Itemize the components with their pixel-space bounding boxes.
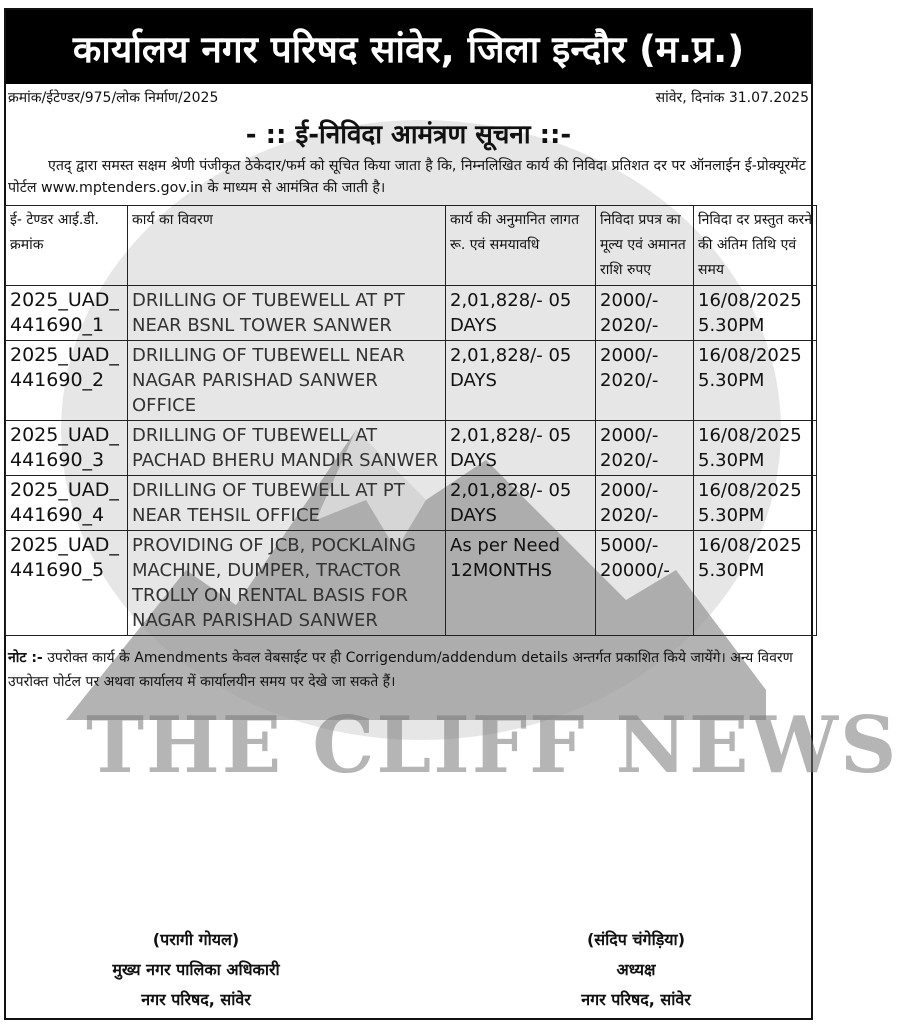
deadline: 16/08/2025 5.30PM [694, 286, 817, 341]
tender-table [5, 205, 817, 636]
estimated-cost: 2,01,828/- 05 DAYS [446, 286, 596, 341]
form-fee: 2000/- 2020/- [596, 286, 694, 341]
note-paragraph [6, 636, 811, 694]
work-description: DRILLING OF TUBEWELL AT PT NEAR BSNL TOWER SANWER [128, 286, 446, 341]
estimated-cost: 2,01,828/- 05 DAYS [446, 421, 596, 476]
place-date: सांवेर, दिनांक 31.07.2025 [655, 90, 809, 106]
tender-id: 2025_UAD_ 441690_3 [6, 421, 128, 476]
header-work-description: कार्य का विवरण [128, 206, 446, 286]
note-text: उपरोक्त कार्य के Amendments केवल वेबसाईट पर ही Corrigendum/addendum details अन्तर्गत प्रकाशित किये जायेंगे। अन्य विवरण उपरोक्त पोर्टल पर अथवा कार्यालय में कार्यालयीन समय पर देखे जा सकते हैं। [8, 650, 793, 690]
form-fee: 2000/- 2020/- [596, 341, 694, 421]
watermark-text: THE CLIFF NEWS [86, 700, 898, 791]
work-description: DRILLING OF TUBEWELL NEAR NAGAR PARISHAD SANWER OFFICE [128, 341, 446, 421]
work-description: DRILLING OF TUBEWELL AT PT NEAR TEHSIL OFFICE [128, 476, 446, 531]
form-fee: 5000/- 20000/- [596, 531, 694, 636]
office-title: कार्यालय नगर परिषद सांवेर, जिला इन्दौर (म.प्र.) [72, 27, 745, 71]
form-fee: 2000/- 2020/- [596, 421, 694, 476]
header-tender-id: ई- टेण्डर आई.डी. क्रमांक [6, 206, 128, 286]
signatory-designation: मुख्य नगर पालिका अधिकारी [112, 960, 280, 979]
header-form-fee: निविदा प्रपत्र का मूल्य एवं अमानत राशि रुपए [596, 206, 694, 286]
reference-number: क्रमांक/ईटेण्डर/975/लोक निर्माण/2025 [8, 90, 219, 106]
office-header [6, 10, 811, 84]
estimated-cost: 2,01,828/- 05 DAYS [446, 476, 596, 531]
table-row [6, 286, 817, 341]
deadline: 16/08/2025 5.30PM [694, 421, 817, 476]
deadline: 16/08/2025 5.30PM [694, 341, 817, 421]
tender-id: 2025_UAD_ 441690_2 [6, 341, 128, 421]
estimated-cost: As per Need 12MONTHS [446, 531, 596, 636]
signatory-designation: अध्यक्ष [616, 960, 656, 979]
signatory-office: नगर परिषद, सांवेर [581, 990, 691, 1009]
tender-id: 2025_UAD_ 441690_5 [6, 531, 128, 636]
tender-notice-page [4, 8, 898, 1020]
signatory-name: (परागी गोयल) [152, 930, 240, 949]
signatory-right [486, 925, 786, 1015]
table-header-row [6, 206, 817, 286]
table-row [6, 531, 817, 636]
tender-id: 2025_UAD_ 441690_1 [6, 286, 128, 341]
signatory-name: (संदिप चंगेड़िया) [586, 930, 686, 949]
table-row [6, 476, 817, 531]
notice-title: - :: ई-निविदा आमंत्रण सूचना ::- [245, 120, 572, 150]
intro-paragraph: एतद् द्वारा समस्त सक्षम श्रेणी पंजीकृत ठेकेदार/फर्म को सूचित किया जाता है कि, निम्नलिखित कार्य की निविदा प्रतिशत दर पर ऑनलाईन ई-प्रोक्यूरमेंट पोर्टल www.mptenders.gov.in के माध्यम से आमंत्रित की जाती है। [8, 158, 806, 196]
note-label: नोट :- [8, 650, 43, 666]
work-description: DRILLING OF TUBEWELL AT PACHAD BHERU MANDIR SANWER [128, 421, 446, 476]
table-row [6, 421, 817, 476]
work-description: PROVIDING OF JCB, POCKLAING MACHINE, DUMPER, TRACTOR TROLLY ON RENTAL BASIS FOR NAGAR PARISHAD SANWER [128, 531, 446, 636]
header-estimated-cost: कार्य की अनुमानित लागत रू. एवं समयावधि [446, 206, 596, 286]
header-deadline: निविदा दर प्रस्तुत करने की अंतिम तिथि एवं समय [694, 206, 817, 286]
form-fee: 2000/- 2020/- [596, 476, 694, 531]
reference-line [6, 84, 811, 107]
deadline: 16/08/2025 5.30PM [694, 476, 817, 531]
deadline: 16/08/2025 5.30PM [694, 531, 817, 636]
signatory-left [46, 925, 346, 1015]
signatory-office: नगर परिषद, सांवेर [141, 990, 251, 1009]
tender-id: 2025_UAD_ 441690_4 [6, 476, 128, 531]
estimated-cost: 2,01,828/- 05 DAYS [446, 341, 596, 421]
table-row [6, 341, 817, 421]
